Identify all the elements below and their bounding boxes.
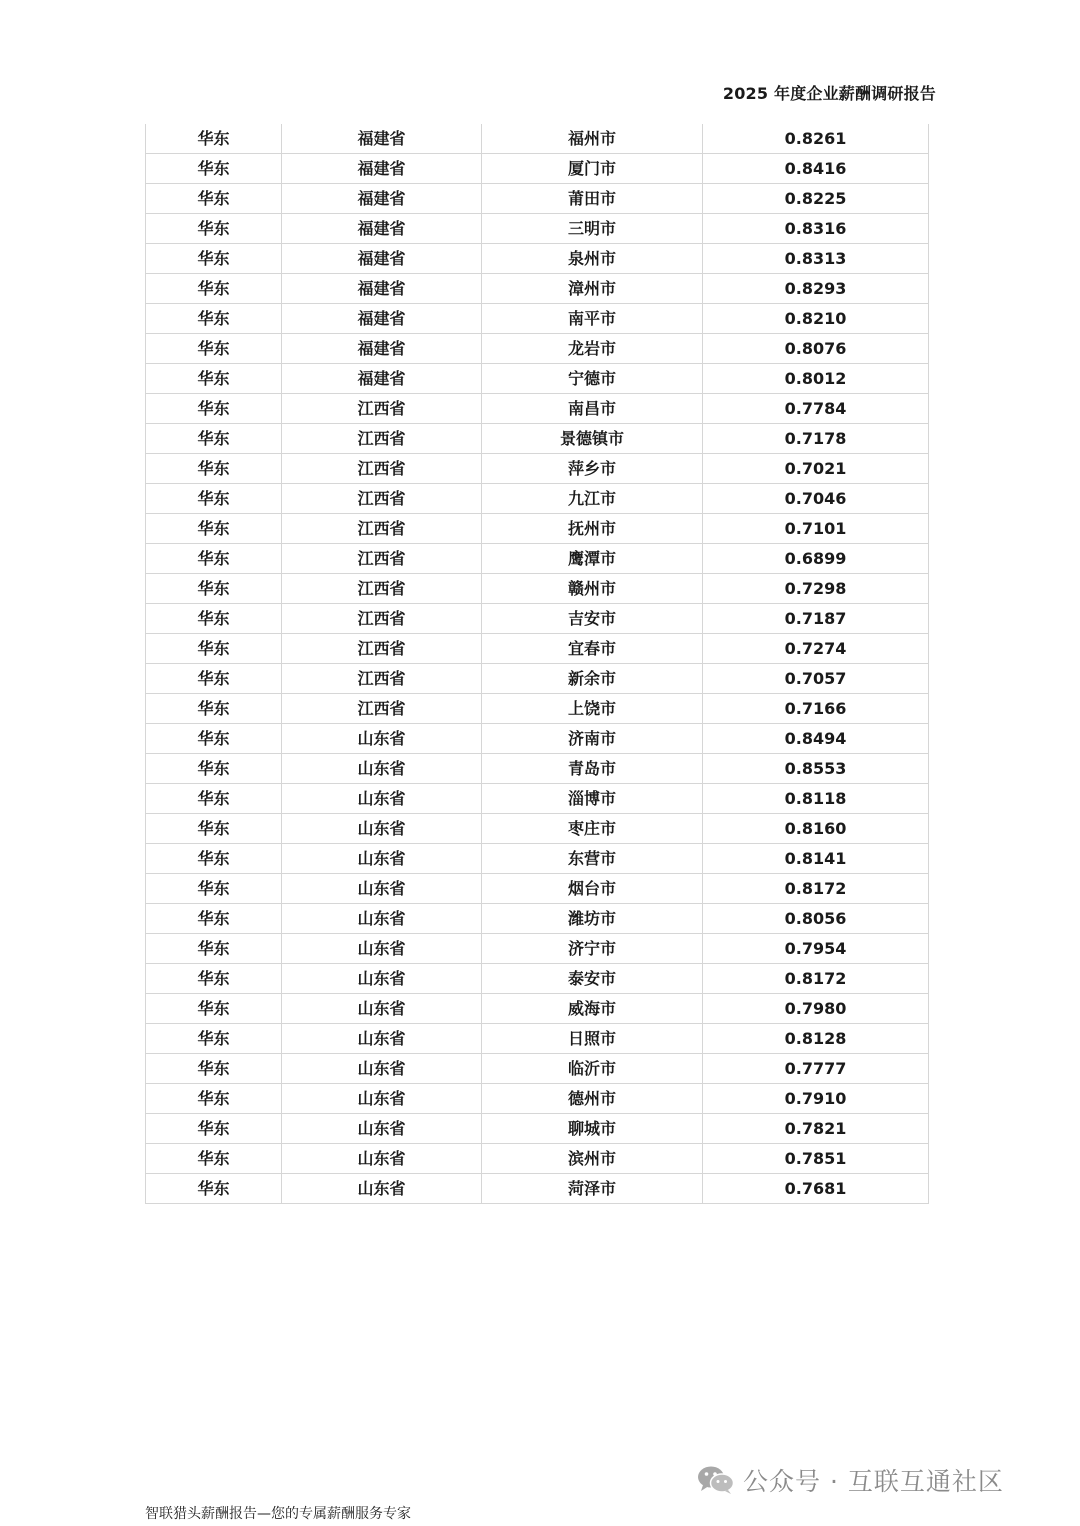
province-cell: 江西省 <box>282 694 482 724</box>
region-cell: 华东 <box>146 424 282 454</box>
region-cell: 华东 <box>146 1024 282 1054</box>
province-cell: 福建省 <box>282 244 482 274</box>
region-cell: 华东 <box>146 364 282 394</box>
province-cell: 江西省 <box>282 574 482 604</box>
city-cell: 吉安市 <box>482 604 703 634</box>
table-row <box>146 214 929 244</box>
report-title: 2025 年度企业薪酬调研报告 <box>722 84 936 103</box>
province-cell: 福建省 <box>282 274 482 304</box>
province-cell: 山东省 <box>282 964 482 994</box>
city-cell: 景德镇市 <box>482 424 703 454</box>
table-row <box>146 244 929 274</box>
coefficient-cell: 0.8076 <box>703 334 929 364</box>
watermark-text: 公众号 · 互联互通社区 <box>743 1467 1004 1496</box>
city-cell: 厦门市 <box>482 154 703 184</box>
coefficient-cell: 0.7821 <box>703 1114 929 1144</box>
coefficient-cell: 0.8313 <box>703 244 929 274</box>
province-cell: 山东省 <box>282 724 482 754</box>
region-cell: 华东 <box>146 304 282 334</box>
table-row <box>146 994 929 1024</box>
province-cell: 江西省 <box>282 544 482 574</box>
region-cell: 华东 <box>146 244 282 274</box>
province-cell: 江西省 <box>282 604 482 634</box>
coefficient-cell: 0.8172 <box>703 964 929 994</box>
table-row <box>146 274 929 304</box>
city-cell: 滨州市 <box>482 1144 703 1174</box>
province-cell: 福建省 <box>282 334 482 364</box>
region-cell: 华东 <box>146 814 282 844</box>
table-row <box>146 304 929 334</box>
province-cell: 福建省 <box>282 364 482 394</box>
city-cell: 新余市 <box>482 664 703 694</box>
table-row <box>146 364 929 394</box>
region-cell: 华东 <box>146 634 282 664</box>
coefficient-cell: 0.8128 <box>703 1024 929 1054</box>
wechat-icon <box>697 1465 735 1495</box>
table-row <box>146 1054 929 1084</box>
region-cell: 华东 <box>146 484 282 514</box>
coefficient-cell: 0.8141 <box>703 844 929 874</box>
table-row <box>146 1174 929 1204</box>
region-cell: 华东 <box>146 394 282 424</box>
province-cell: 江西省 <box>282 514 482 544</box>
province-cell: 福建省 <box>282 154 482 184</box>
region-cell: 华东 <box>146 874 282 904</box>
city-cell: 莆田市 <box>482 184 703 214</box>
coefficient-cell: 0.7298 <box>703 574 929 604</box>
city-cell: 萍乡市 <box>482 454 703 484</box>
region-cell: 华东 <box>146 694 282 724</box>
coefficient-cell: 0.7046 <box>703 484 929 514</box>
table-row <box>146 424 929 454</box>
city-cell: 济宁市 <box>482 934 703 964</box>
table-row <box>146 154 929 184</box>
province-cell: 福建省 <box>282 304 482 334</box>
coefficient-cell: 0.7021 <box>703 454 929 484</box>
city-cell: 三明市 <box>482 214 703 244</box>
coefficient-cell: 0.7166 <box>703 694 929 724</box>
wechat-watermark <box>697 1462 1004 1498</box>
city-cell: 济南市 <box>482 724 703 754</box>
table-row <box>146 694 929 724</box>
province-cell: 山东省 <box>282 934 482 964</box>
region-cell: 华东 <box>146 514 282 544</box>
region-cell: 华东 <box>146 1054 282 1084</box>
table-row <box>146 484 929 514</box>
province-cell: 江西省 <box>282 424 482 454</box>
city-cell: 南平市 <box>482 304 703 334</box>
city-cell: 威海市 <box>482 994 703 1024</box>
region-cell: 华东 <box>146 904 282 934</box>
city-cell: 枣庄市 <box>482 814 703 844</box>
region-cell: 华东 <box>146 454 282 484</box>
region-cell: 华东 <box>146 934 282 964</box>
table-row <box>146 814 929 844</box>
coefficient-cell: 0.8172 <box>703 874 929 904</box>
table-row <box>146 634 929 664</box>
province-cell: 山东省 <box>282 814 482 844</box>
province-cell: 山东省 <box>282 1084 482 1114</box>
table-row <box>146 454 929 484</box>
province-cell: 山东省 <box>282 1114 482 1144</box>
table-row <box>146 334 929 364</box>
table-row <box>146 874 929 904</box>
region-cell: 华东 <box>146 844 282 874</box>
table-row <box>146 724 929 754</box>
city-cell: 宁德市 <box>482 364 703 394</box>
region-cell: 华东 <box>146 1084 282 1114</box>
table-row <box>146 514 929 544</box>
city-cell: 日照市 <box>482 1024 703 1054</box>
coefficient-cell: 0.7784 <box>703 394 929 424</box>
coefficient-cell: 0.7980 <box>703 994 929 1024</box>
coefficient-cell: 0.8160 <box>703 814 929 844</box>
city-cell: 潍坊市 <box>482 904 703 934</box>
coefficient-cell: 0.7681 <box>703 1174 929 1204</box>
region-cell: 华东 <box>146 604 282 634</box>
city-cell: 青岛市 <box>482 754 703 784</box>
city-cell: 九江市 <box>482 484 703 514</box>
city-cell: 宜春市 <box>482 634 703 664</box>
table-row <box>146 904 929 934</box>
province-cell: 山东省 <box>282 1054 482 1084</box>
province-cell: 山东省 <box>282 844 482 874</box>
province-cell: 山东省 <box>282 1024 482 1054</box>
coefficient-cell: 0.8210 <box>703 304 929 334</box>
province-cell: 江西省 <box>282 454 482 484</box>
city-cell: 漳州市 <box>482 274 703 304</box>
table-row <box>146 754 929 784</box>
coefficient-cell: 0.8261 <box>703 124 929 154</box>
footer-slogan: 智联猎头薪酬报告—您的专属薪酬服务专家 <box>145 1506 411 1522</box>
province-cell: 山东省 <box>282 784 482 814</box>
city-cell: 菏泽市 <box>482 1174 703 1204</box>
coefficient-cell: 0.7851 <box>703 1144 929 1174</box>
province-cell: 福建省 <box>282 214 482 244</box>
coefficient-cell: 0.7187 <box>703 604 929 634</box>
region-cell: 华东 <box>146 1114 282 1144</box>
city-cell: 泰安市 <box>482 964 703 994</box>
province-cell: 江西省 <box>282 394 482 424</box>
province-cell: 山东省 <box>282 754 482 784</box>
coefficient-cell: 0.7910 <box>703 1084 929 1114</box>
city-cell: 福州市 <box>482 124 703 154</box>
coefficient-cell: 0.7274 <box>703 634 929 664</box>
region-cell: 华东 <box>146 964 282 994</box>
province-cell: 山东省 <box>282 1144 482 1174</box>
region-cell: 华东 <box>146 544 282 574</box>
table-row <box>146 394 929 424</box>
region-cell: 华东 <box>146 1144 282 1174</box>
city-coefficient-table-container <box>145 124 928 1204</box>
region-cell: 华东 <box>146 124 282 154</box>
region-cell: 华东 <box>146 154 282 184</box>
table-row <box>146 784 929 814</box>
coefficient-cell: 0.8416 <box>703 154 929 184</box>
coefficient-cell: 0.8494 <box>703 724 929 754</box>
coefficient-cell: 0.8118 <box>703 784 929 814</box>
region-cell: 华东 <box>146 1174 282 1204</box>
province-cell: 江西省 <box>282 664 482 694</box>
province-cell: 福建省 <box>282 124 482 154</box>
table-row <box>146 124 929 154</box>
region-cell: 华东 <box>146 184 282 214</box>
table-body <box>146 124 929 1204</box>
coefficient-cell: 0.7777 <box>703 1054 929 1084</box>
coefficient-cell: 0.8056 <box>703 904 929 934</box>
city-cell: 德州市 <box>482 1084 703 1114</box>
region-cell: 华东 <box>146 724 282 754</box>
table-row <box>146 664 929 694</box>
coefficient-cell: 0.8012 <box>703 364 929 394</box>
province-cell: 江西省 <box>282 484 482 514</box>
table-row <box>146 964 929 994</box>
coefficient-cell: 0.8293 <box>703 274 929 304</box>
region-cell: 华东 <box>146 334 282 364</box>
coefficient-cell: 0.8225 <box>703 184 929 214</box>
city-cell: 聊城市 <box>482 1114 703 1144</box>
city-cell: 赣州市 <box>482 574 703 604</box>
city-cell: 鹰潭市 <box>482 544 703 574</box>
province-cell: 江西省 <box>282 634 482 664</box>
city-coefficient-table <box>145 124 929 1204</box>
table-row <box>146 544 929 574</box>
city-cell: 南昌市 <box>482 394 703 424</box>
coefficient-cell: 0.8553 <box>703 754 929 784</box>
coefficient-cell: 0.6899 <box>703 544 929 574</box>
region-cell: 华东 <box>146 994 282 1024</box>
coefficient-cell: 0.7178 <box>703 424 929 454</box>
city-cell: 东营市 <box>482 844 703 874</box>
table-row <box>146 184 929 214</box>
city-cell: 临沂市 <box>482 1054 703 1084</box>
region-cell: 华东 <box>146 664 282 694</box>
province-cell: 山东省 <box>282 874 482 904</box>
city-cell: 烟台市 <box>482 874 703 904</box>
coefficient-cell: 0.7057 <box>703 664 929 694</box>
table-row <box>146 1144 929 1174</box>
table-row <box>146 1084 929 1114</box>
table-row <box>146 574 929 604</box>
table-row <box>146 844 929 874</box>
coefficient-cell: 0.7101 <box>703 514 929 544</box>
table-row <box>146 604 929 634</box>
region-cell: 华东 <box>146 784 282 814</box>
region-cell: 华东 <box>146 574 282 604</box>
coefficient-cell: 0.8316 <box>703 214 929 244</box>
region-cell: 华东 <box>146 754 282 784</box>
table-row <box>146 934 929 964</box>
province-cell: 山东省 <box>282 1174 482 1204</box>
city-cell: 上饶市 <box>482 694 703 724</box>
province-cell: 山东省 <box>282 904 482 934</box>
region-cell: 华东 <box>146 214 282 244</box>
table-row <box>146 1024 929 1054</box>
city-cell: 抚州市 <box>482 514 703 544</box>
province-cell: 山东省 <box>282 994 482 1024</box>
city-cell: 淄博市 <box>482 784 703 814</box>
coefficient-cell: 0.7954 <box>703 934 929 964</box>
city-cell: 泉州市 <box>482 244 703 274</box>
table-row <box>146 1114 929 1144</box>
region-cell: 华东 <box>146 274 282 304</box>
province-cell: 福建省 <box>282 184 482 214</box>
city-cell: 龙岩市 <box>482 334 703 364</box>
